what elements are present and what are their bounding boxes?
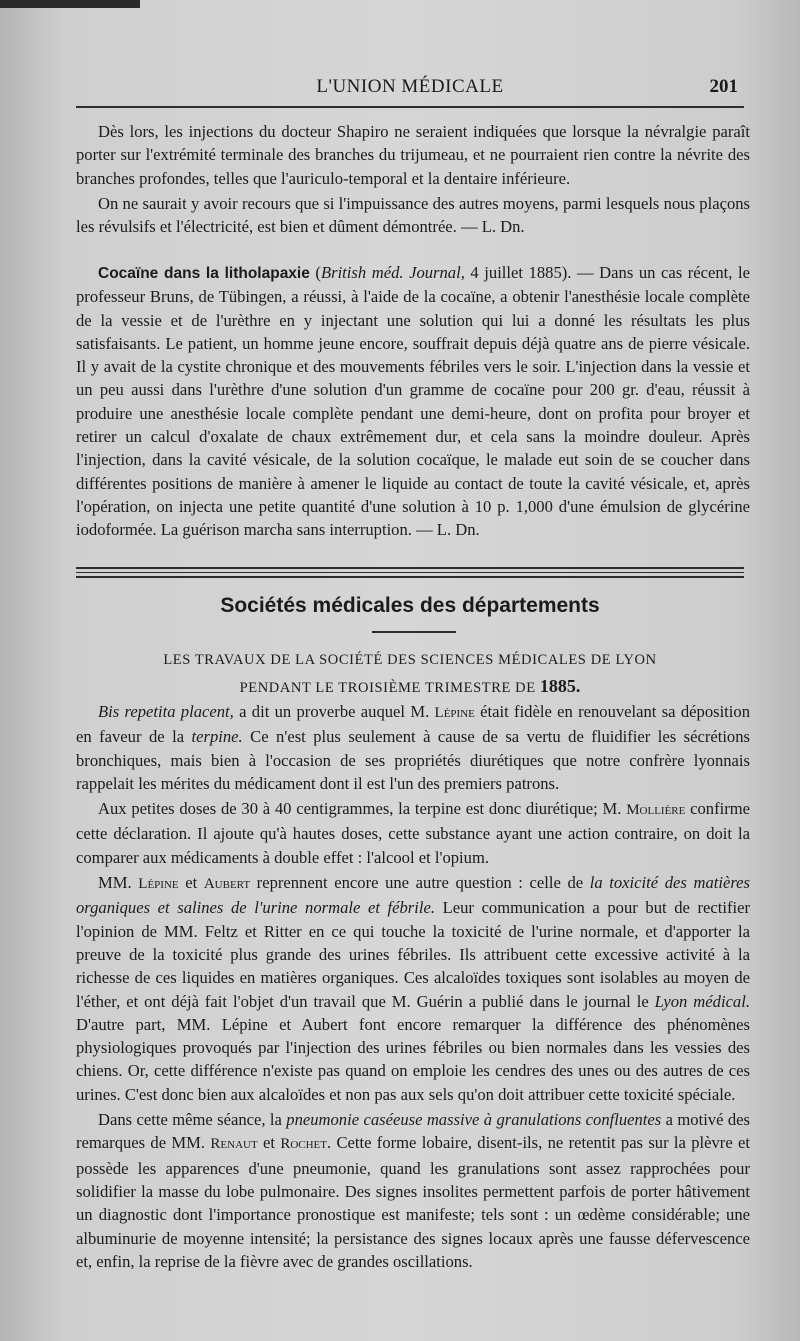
article-date: 4 juillet 1885). — [464, 263, 600, 282]
subheading-line-2 [76, 676, 744, 697]
article-paragraph [76, 261, 750, 542]
article-title: Cocaïne dans la litholapaxie [98, 265, 310, 282]
text-run: MM. [98, 873, 139, 893]
text-run: et [178, 873, 204, 893]
section-title: Sociétés médicales des départements [220, 594, 600, 617]
page-number: 201 [709, 76, 738, 97]
paragraph-doses [76, 797, 750, 869]
text-run: a motivé des remarques de MM. [76, 1110, 750, 1153]
author-name: Aubert [203, 876, 251, 893]
text-run: Ce n'est plus seulement à cause de sa vertu de fluidifier les sécrétions bronchiques, mais bien à l'occasion de ses propriétés diurétiques que notre confrère lyonnais rappelait les mérites du médicament dont il est l'un des premiers patrons. [76, 727, 750, 793]
journal-name: Lyon médical. [654, 991, 750, 1011]
text-run: reprennent encore une autre question : celle de [250, 873, 590, 893]
text-run: Dans cette même séance, la [98, 1110, 287, 1130]
subheading-year: 1885. [539, 676, 581, 696]
drug-name: terpine. [191, 727, 243, 747]
running-title: L'UNION MÉDICALE [316, 76, 504, 97]
subheading-line-1: LES TRAVAUX DE LA SOCIÉTÉ DES SCIENCES MÉDICALES DE LYON [163, 652, 657, 668]
author-name: Mollière [626, 802, 686, 819]
article-source: British méd. Journal, [320, 263, 465, 282]
author-name: Lépine [138, 876, 179, 893]
article-source-open: ( [309, 263, 321, 282]
lyon-society-report [76, 700, 750, 1273]
text-run: a dit un proverbe auquel M. [233, 702, 435, 721]
topic-title: la toxicité des matières organiques et salines de l'urine normale et fébrile. [76, 873, 750, 918]
text-run: confirme cette déclaration. Il ajoute qu'à hautes doses, cette substance ayant une action contraire, on doit la comparer aux médicaments à double effet : l'alcool et l'opium. [76, 799, 750, 867]
page-header [76, 74, 744, 102]
author-name: Lépine [434, 705, 475, 721]
section-separator-bottom [76, 576, 744, 578]
subheading-text: PENDANT LE TROISIÈME TRIMESTRE DE [239, 680, 536, 696]
text-run: et [257, 1133, 281, 1153]
disease-name: pneumonie caséeuse massive à granulations confluentes [286, 1110, 662, 1130]
article-body: Dans un cas récent, le professeur Bruns, de Tübingen, a réussi, à l'aide de la cocaïne, a obtenir l'anesthésie locale complète de la vessie et de l'urèthre en y injectant une solution qui lui a donné les résultats les plus satisfaisants. Le patient, un homme jeune encore, souffrait depuis déjà quatre ans de pierre vésicale. Il y avait de la cystite chronique et des mouvements fébriles vers le soir. L'injection dans la vessie et un peu aussi dans l'urèthre d'une solution d'un gramme de cocaïne pour 200 gr. d'eau, réussit à produire une anesthésie locale complète pendant une demi-heure, dont on profita pour broyer et retirer un calcul d'oxalate de chaux extrêmement dur, et cela sans la moindre douleur. Après l'injection, dans la cavité vésicale, de la solution cocaïque, le malade eut soin de se coucher dans différentes positions de manière à amener le liquide au contact de toute la cavité vésicale, et, après l'opération, on injecta une petite quantité d'une solution à 10 p. 1,000 d'une émulsion de glycérine iodoformée. La guérison marcha sans interruption. — L. Dn. [76, 263, 750, 540]
header-rule [76, 106, 744, 108]
scan-edge-mark [0, 0, 140, 8]
author-name: Rochet [280, 1136, 327, 1153]
paragraph-shapiro: Dès lors, les injections du docteur Shapiro ne seraient indiquées que lorsque la névralgie paraît porter sur l'extrémité terminale des branches du trijumeau, et ne pourraient rien contre la névrite des branches profondes, telles que l'auriculo-temporal et la dentaire inférieure. [76, 122, 750, 188]
paragraph-revulsifs: On ne saurait y avoir recours que si l'impuissance des autres moyens, parmi lesquels nous plaçons les révulsifs et l'électricité, est bien et dûment démontrée. — L. Dn. [76, 193, 750, 237]
text-run: Leur communication a pour but de rectifier l'opinion de MM. Feltz et Ritter en ce qui touche la toxicité de l'urine normale, et d'apporter la preuve de la toxicité plus grande des urines fébriles. Ils attribuent cette excessive activité à la richesse de ces liquides en matières organiques. Ces alcaloïdes toxiques sont isolables au moyen de l'éther, et ont déjà fait l'objet d'un travail que M. Guérin a publié dans le journal le [76, 898, 750, 1011]
section-separator-top [76, 567, 744, 569]
paragraph-toxicite [76, 871, 750, 1106]
intro-paragraphs [76, 120, 750, 238]
section-title-rule [372, 631, 456, 633]
article-cocaine [76, 261, 750, 542]
paragraph-terpine [76, 700, 750, 795]
section-separator-middle [76, 572, 744, 573]
text-run: était fidèle en renouvelant sa déposition en faveur de la [76, 702, 750, 747]
paragraph-pneumonie [76, 1108, 750, 1273]
text-run: . Cette forme lobaire, disent-ils, ne retentit pas sur la plèvre et possède les apparences d'une pneumonie, quand les granulations sont assez rapprochées pour solidifier la masse du lobe pulmonaire. Des signes insolites permettent parfois de porter hâtivement un diagnostic dont l'importance pronostique est manifeste; tels sont : un œdème considérable; une albuminurie de moyenne intensité; la persistance des signes locaux après une fausse défervescence et, enfin, la reprise de la fièvre avec de grandes oscillations. [76, 1133, 750, 1271]
latin-quote: Bis repetita placent, [98, 702, 234, 721]
author-name: Renaut [210, 1136, 258, 1153]
text-run: D'autre part, MM. Lépine et Aubert font encore remarquer la différence des phénomènes physiologiques provoqués par l'injection des urines fébriles ou bien normales dans les vessies des chiens. Or, cette différence n'existe pas quand on emploie les cendres des unes ou des autres de ces urines. C'est donc bien aux alcaloïdes et non pas aux sels qu'on doit attribuer cette toxicité spéciale. [76, 1014, 750, 1104]
text-run: Aux petites doses de 30 à 40 centigrammes, la terpine est donc diurétique; M. [98, 799, 627, 819]
